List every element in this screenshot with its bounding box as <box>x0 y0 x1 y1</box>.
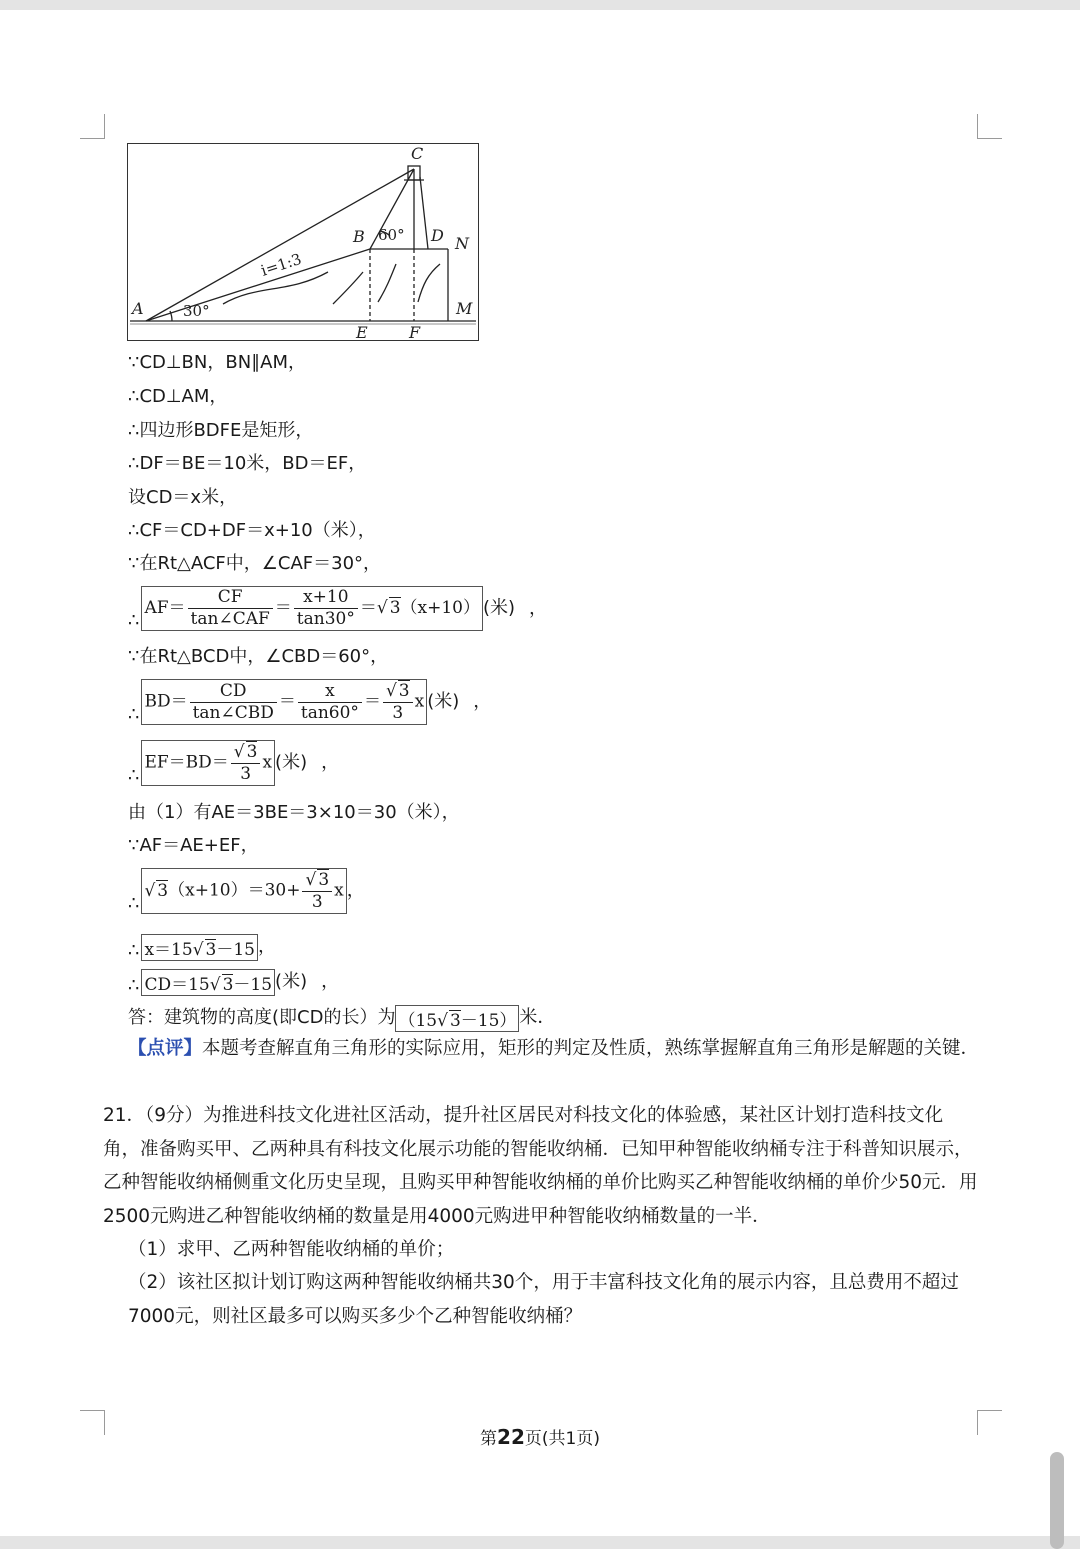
geometry-figure <box>127 143 479 341</box>
answer-line: 答：建筑物的高度(即CD的长）为 （15√ 3－15） 米． <box>128 1003 555 1032</box>
solution-line-6: ∴CF＝CD+DF＝x+10（米）， <box>128 520 376 541</box>
solution-line-5: 设CD＝x米， <box>128 487 238 508</box>
label-a: A <box>132 299 144 318</box>
label-n: N <box>455 234 469 253</box>
solution-line-7: ∵在Rt△ACF中，∠CAF＝30°， <box>128 553 382 574</box>
solution-line-13: ∵AF＝AE+EF， <box>128 835 259 856</box>
label-angle-30: 30° <box>183 302 210 320</box>
solution-line-12: 由（1）有AE＝3BE＝3×10＝30（米）， <box>128 802 460 823</box>
solution-line-2: ∴CD⊥AM， <box>128 386 228 407</box>
formula-cd: ∴ CD＝15√ 3－15 (米) ， <box>128 967 339 996</box>
formula-x-box: x＝15√ 3－15 <box>141 934 258 961</box>
solution-line-1: ∵CD⊥BN，BN∥AM， <box>128 352 307 373</box>
solution-line-9: ∵在Rt△BCD中，∠CBD＝60°， <box>128 646 389 667</box>
figure-svg <box>128 144 478 340</box>
formula-ef-box: EF＝BD＝ √ $\frac{3}{3}$ x <box>141 740 275 786</box>
answer-box: （15√ 3－15） <box>395 1005 519 1032</box>
bottom-bar <box>0 1536 1080 1549</box>
comment-paragraph: 【点评】本题考查解直角三角形的实际应用，矩形的判定及性质，熟练掌握解直角三角形是解题的关键． <box>128 1038 980 1059</box>
therefore-symbol: ∴ <box>128 610 140 631</box>
question-text: 为推进科技文化进社区活动，提升社区居民对科技文化的体验感，某社区计划打造科技文化角，准备购买甲、乙两种具有科技文化展示功能的智能收纳桶．已知甲种智能收纳桶专注于科普知识展示，乙种智能收纳桶侧重文化历史呈现，且购买甲种智能收纳桶的单价比购买乙种智能收纳桶的单价少50元．用2500元购进乙种智能收纳桶的数量是用4000元购进甲种智能收纳桶数量的一半． <box>103 1105 978 1227</box>
page-footer: 第22页(共1页) <box>480 1425 600 1449</box>
formula-equation: ∴√ 3（x+10）＝30+ √ $\frac{3}{3}$ x ， <box>128 868 365 914</box>
question-21 <box>103 1099 980 1233</box>
formula-cd-box: CD＝15√ 3－15 <box>141 969 275 996</box>
label-b: B <box>353 227 365 246</box>
formula-x: ∴ x＝15√ 3－15 ， <box>128 932 276 961</box>
label-d: D <box>431 226 444 245</box>
formula-af-box: AF＝ $\frac{CF}{\text{tan∠CAF}}$ ＝ $\frac{x+10}{\tan 30^\circ}$ ＝√ 3（x+10） <box>141 586 483 631</box>
top-bar <box>0 0 1080 10</box>
question-21-part-2: （2）该社区拟计划订购这两种智能收纳桶共30个，用于丰富科技文化角的展示内容，且总费用不超过7000元，则社区最多可以购买多少个乙种智能收纳桶？ <box>128 1272 959 1327</box>
formula-ef: ∴EF＝BD＝ √ $\frac{3}{3}$ x (米) ， <box>128 740 339 786</box>
formula-bd-box: BD＝ $\frac{CD}{\text{tan∠CBD}}$ ＝ $\frac{x}{\tan 60^\circ}$ ＝ √ $\frac{3}{3}$ x <box>141 679 427 725</box>
formula-equation-box: √ 3（x+10）＝30+ √ $\frac{3}{3}$ x <box>141 868 346 914</box>
crop-mark-top-left <box>80 114 105 139</box>
scrollbar-thumb[interactable] <box>1050 1452 1064 1549</box>
solution-line-4: ∴DF＝BE＝10米，BD＝EF， <box>128 453 367 474</box>
question-number: 21．（9分） <box>103 1105 204 1126</box>
label-f: F <box>409 323 421 340</box>
label-m: M <box>456 299 473 318</box>
label-slope: i=1:3 <box>258 249 304 280</box>
crop-mark-top-right <box>977 114 1002 139</box>
comment-tag: 【点评】 <box>128 1038 203 1059</box>
label-e: E <box>356 323 368 340</box>
formula-af: ∴AF＝ $\frac{CF}{\text{tan∠CAF}}$ ＝ $\frac{x+10}{\tan 30^\circ}$ ＝√ 3（x+10） (米) ， <box>128 586 547 631</box>
question-21-part-1: （1）求甲、乙两种智能收纳桶的单价； <box>128 1239 455 1260</box>
label-c: C <box>411 144 424 163</box>
label-angle-60: 60° <box>378 226 405 244</box>
page-number: 22 <box>497 1425 525 1449</box>
solution-line-3: ∴四边形BDFE是矩形， <box>128 420 314 441</box>
formula-bd: ∴BD＝ $\frac{CD}{\text{tan∠CBD}}$ ＝ $\frac{x}{\tan 60^\circ}$ ＝ √ $\frac{3}{3}$ x (米) ， <box>128 679 491 725</box>
